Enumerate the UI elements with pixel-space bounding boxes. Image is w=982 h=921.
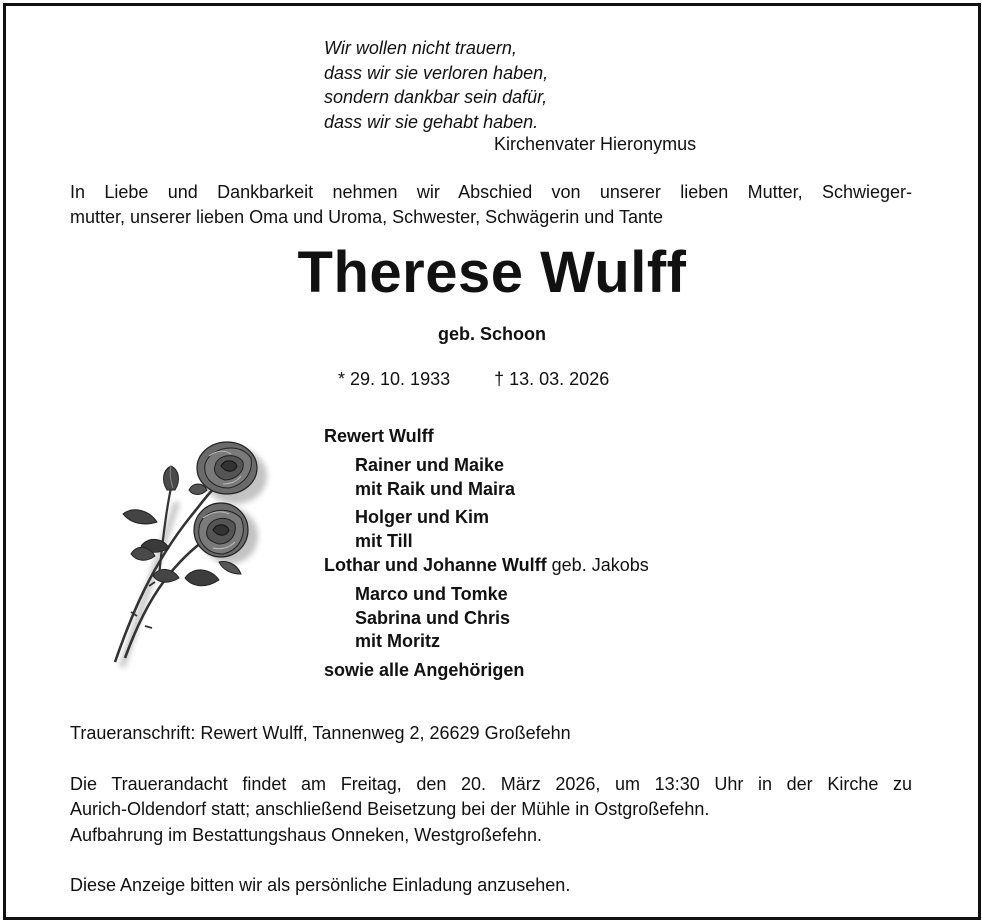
- mourning-address: Traueranschrift: Rewert Wulff, Tannenweg 2, 26629 Großefehn: [70, 723, 571, 743]
- intro-line: mutter, unserer lieben Oma und Uroma, Schwester, Schwägerin und Tante: [70, 207, 663, 227]
- death-date: † 13. 03. 2026: [494, 369, 610, 389]
- birth-name: geb. Schoon: [438, 324, 546, 344]
- poem-line: dass wir sie verloren haben,: [324, 62, 549, 83]
- closing-note: Diese Anzeige bitten wir als persönliche Einladung anzusehen.: [70, 875, 571, 895]
- poem-line: sondern dankbar sein dafür,: [324, 87, 548, 107]
- poem-author: Kirchenvater Hieronymus: [494, 134, 697, 154]
- mourner: mit Moritz: [355, 631, 440, 652]
- mourner: sowie alle Angehörigen: [324, 660, 525, 681]
- viewing-info: Aufbahrung im Bestattungshaus Onneken, Westgroßefehn.: [70, 825, 542, 845]
- mourner: [324, 554, 649, 578]
- service-line: Die Trauerandacht findet am Freitag, den 20. März 2026, um 13:30 Uhr in der Kirche zu: [70, 774, 912, 794]
- service-line: Aurich-Oldendorf statt; anschließend Beisetzung bei der Mühle in Ostgroßefehn.: [70, 799, 710, 819]
- birth-date: * 29. 10. 1933: [338, 369, 451, 389]
- deceased-name: Therese Wulff: [297, 240, 687, 305]
- poem-line: Wir wollen nicht trauern,: [324, 38, 517, 58]
- mourner: mit Till: [355, 531, 413, 552]
- intro-text: [70, 180, 912, 230]
- intro-line: In Liebe und Dankbarkeit nehmen wir Abschied von unserer lieben Mutter, Schwieger-: [70, 182, 912, 202]
- mourner: Rainer und Maike: [355, 454, 505, 475]
- mourner: Sabrina und Chris: [355, 607, 511, 628]
- service-info: [70, 772, 912, 822]
- poem-line: dass wir sie gehabt haben.: [324, 111, 539, 132]
- mourner-birth-name: geb. Jakobs: [546, 554, 649, 575]
- obituary-notice: [3, 3, 981, 920]
- mourner: mit Raik und Maira: [355, 478, 516, 499]
- mourner: Holger und Kim: [355, 507, 489, 528]
- mourner: Rewert Wulff: [324, 426, 434, 446]
- mourner-name: Lothar und Johanne Wulff: [324, 554, 547, 575]
- mourner: Marco und Tomke: [355, 583, 508, 604]
- life-dates: [338, 369, 609, 390]
- rose-illustration-icon: [101, 426, 276, 676]
- mourners-list: [324, 425, 649, 683]
- poem: [324, 36, 548, 134]
